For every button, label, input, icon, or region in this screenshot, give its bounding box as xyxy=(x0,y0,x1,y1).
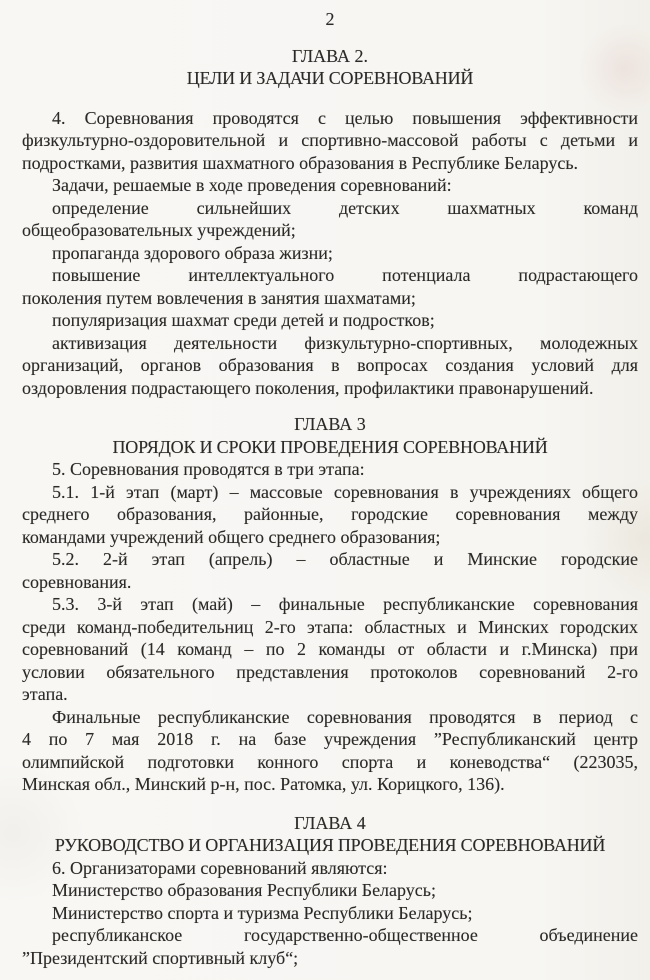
chapter-4 xyxy=(22,812,638,970)
paragraph xyxy=(22,924,638,969)
text-line: среди команд-победительниц 2-го этапа: областных и Минских городских xyxy=(22,616,638,637)
paragraph xyxy=(22,197,638,242)
paragraph xyxy=(22,309,638,332)
text-line: популяризация шахмат среди детей и подростков; xyxy=(52,310,435,330)
chapter-3 xyxy=(22,413,638,796)
text-line: 5.2. 2-й этап (апрель) – областные и Минские городские xyxy=(52,549,638,569)
paragraph xyxy=(22,902,638,925)
text-line: общеобразовательных учреждений; xyxy=(22,220,296,240)
chapter-2-subtitle: ЦЕЛИ И ЗАДАЧИ СОРЕВНОВАНИЙ xyxy=(186,68,474,88)
text-line: 5. Соревнования проводятся в три этапа: xyxy=(52,459,365,479)
paragraph xyxy=(22,174,638,197)
text-line: определение сильнейших детских шахматных команд xyxy=(52,197,638,218)
chapter-4-title: ГЛАВА 4 xyxy=(294,812,366,833)
chapter-2-title: ГЛАВА 2. xyxy=(291,45,369,66)
text-line: 5.1. 1-й этап (март) – массовые соревнования в учреждениях общего xyxy=(52,481,638,502)
text-line: оздоровления подрастающего поколения, профилактики правонарушений. xyxy=(22,377,594,398)
chapter-2 xyxy=(22,45,638,400)
paragraph xyxy=(22,242,638,265)
text-line: соревнований (14 команд – по 2 команды от области и г.Минска) при xyxy=(22,639,638,659)
text-line: республиканское государственно-общественное объединение xyxy=(52,925,638,945)
paragraph xyxy=(22,706,638,796)
text-line: повышение интеллектуального потенциала подрастающего xyxy=(52,265,638,285)
text-line: 6. Организаторами соревнований являются: xyxy=(52,857,388,878)
text-line: условии обязательного представления протоколов соревнований 2-го xyxy=(22,661,638,682)
paragraph xyxy=(22,107,638,175)
paragraph xyxy=(22,332,638,400)
text-line: пропаганда здорового образа жизни; xyxy=(52,242,333,263)
chapter-4-subtitle: РУКОВОДСТВО И ОРГАНИЗАЦИЯ ПРОВЕДЕНИЯ СОРЕВНОВАНИЙ xyxy=(54,835,606,855)
text-line: соревнования. xyxy=(22,571,132,592)
text-line: 4 по 7 мая 2018 г. на базе учреждения ”Республиканский центр xyxy=(22,729,638,749)
text-line: командами учреждений общего среднего образования; xyxy=(22,526,441,547)
paragraph xyxy=(22,481,638,549)
text-line: физкультурно-оздоровительной и спортивно-массовой работы с детьми и xyxy=(22,130,638,150)
text-line: олимпийской подготовки конного спорта и коневодства“ (223035, xyxy=(22,751,638,772)
chapter-3-subtitle: ПОРЯДОК И СРОКИ ПРОВЕДЕНИЯ СОРЕВНОВАНИЙ xyxy=(112,436,548,457)
page-number: 2 xyxy=(325,9,335,29)
paragraph xyxy=(22,458,638,481)
text-line: этапа. xyxy=(22,684,68,704)
text-line: Министерство образования Республики Беларусь; xyxy=(52,880,436,900)
chapter-2-heading xyxy=(22,45,638,90)
text-line: ”Президентский спортивный клуб“; xyxy=(22,947,299,968)
text-line: 4. Соревнования проводятся с целью повышения эффективности xyxy=(52,107,638,128)
text-line: Минская обл., Минский р-н, пос. Ратомка, ул. Корицкого, 136). xyxy=(22,774,505,794)
chapter-3-title: ГЛАВА 3 xyxy=(294,414,366,434)
text-line: Задачи, решаемые в ходе проведения соревнований: xyxy=(52,175,452,195)
paragraph xyxy=(22,548,638,593)
paragraph xyxy=(22,879,638,902)
text-line: поколения путем вовлечения в занятия шахматами; xyxy=(22,287,416,308)
text-line: активизация деятельности физкультурно-спортивных, молодежных xyxy=(52,332,638,353)
text-line: среднего образования, районные, городские соревнования между xyxy=(22,504,638,524)
paragraph xyxy=(22,264,638,309)
text-line: 5.3. 3-й этап (май) – финальные республиканские соревнования xyxy=(52,594,638,614)
text-line: подростками, развития шахматного образования в Республике Беларусь. xyxy=(22,152,579,173)
paragraph xyxy=(22,857,638,880)
chapter-3-heading xyxy=(22,413,638,458)
text-line: Финальные республиканские соревнования проводятся в период с xyxy=(52,706,638,727)
text-line: организаций, органов образования в вопросах создания условий для xyxy=(22,355,638,375)
paragraph xyxy=(22,593,638,706)
chapter-4-heading xyxy=(22,812,638,857)
text-line: Министерство спорта и туризма Республики Беларусь; xyxy=(52,902,473,923)
